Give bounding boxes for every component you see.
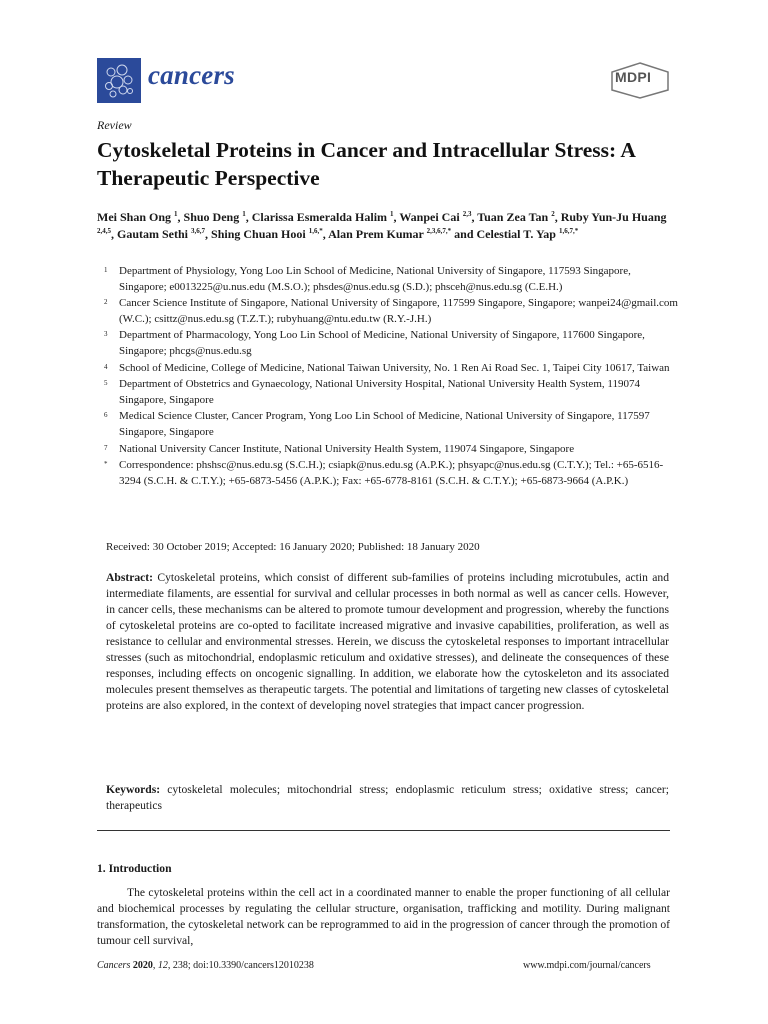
author-affiliation-marker: 1,6,7,*	[558, 227, 579, 235]
divider	[97, 830, 670, 831]
affiliation-number: 4	[104, 362, 108, 371]
affiliation-list	[104, 264, 679, 490]
footer-doi: , 238; doi:10.3390/cancers12010238	[167, 960, 314, 971]
affiliation-item	[104, 377, 679, 408]
affiliation-item	[104, 442, 679, 458]
author-affiliation-marker: 1	[390, 210, 394, 218]
author-name: Celestial T. Yap	[476, 227, 556, 241]
affiliation-text: National University Cancer Institute, National University Health System, 119074 Singapore, Singapore	[119, 442, 575, 455]
author-name: Tuan Zea Tan	[477, 210, 549, 224]
author-name: Clarissa Esmeralda Halim	[251, 210, 388, 224]
footer-journal: Cancers	[97, 960, 131, 971]
affiliation-text: School of Medicine, College of Medicine, National Taiwan University, No. 1 Ren Ai Road Sec. 1, Taipei City 10617, Taiwan	[119, 361, 670, 374]
author-name: Alan Prem Kumar	[328, 227, 424, 241]
article-title: Cytoskeletal Proteins in Cancer and Intracellular Stress: A Therapeutic Perspective	[97, 138, 635, 190]
affiliation-number: 3	[104, 330, 108, 339]
author-affiliation-marker: 1	[242, 210, 246, 218]
author-name: Ruby Yun-Ju Huang	[560, 210, 667, 224]
affiliation-item	[104, 264, 679, 295]
keywords-text: cytoskeletal molecules; mitochondrial stress; endoplasmic reticulum stress; oxidative stress; cancer; therapeutics	[106, 783, 669, 812]
author-list: Mei Shan Ong $^1$, Shuo Deng $^1$, Clarissa Esmeralda Halim $^1$, Wanpei Cai $^{2,3}$, Tuan Zea Tan $^2$, Ruby Yun-Ju Huang $^{2,4,5}$, Gautam Sethi $^{3,6,7}$, Shing Chuan Hooi $^{1,6,*}$, Alan Prem Kumar $^{2,3,6,7,*}$ and Celestial T. Yap $^{1,6,7,*}$	[97, 210, 667, 241]
author-affiliation-marker: 2,4,5	[97, 227, 111, 235]
affiliation-text: Department of Obstetrics and Gynaecology, National University Hospital, National University Health System, 119074 Singapore, Singapore	[119, 378, 640, 406]
author-affiliation-marker: 1,6,*	[308, 227, 323, 235]
keywords	[106, 782, 669, 814]
footer-year: 2020	[132, 960, 153, 971]
affiliation-item	[104, 409, 679, 440]
journal-name: cancers	[148, 60, 235, 90]
author-name: Shuo Deng	[183, 210, 240, 224]
affiliation-item	[104, 361, 679, 377]
publisher-logo	[608, 60, 672, 100]
affiliation-number: 5	[104, 379, 108, 388]
journal-url[interactable]: www.mdpi.com/journal/cancers	[523, 960, 651, 971]
affiliation-text: Department of Physiology, Yong Loo Lin School of Medicine, National University of Singapore, 117593 Singapore, Singapore; e0013225@u.nus.edu (M.S.O.); phsdes@nus.edu.sg (S.D.); phsceh@nus.edu.sg (C.E.H.)	[119, 265, 631, 293]
affiliation-number: 6	[104, 411, 108, 420]
abstract-text: Cytoskeletal proteins, which consist of different sub-families of proteins including microtubules, actin and intermediate filaments, are essential for survival and cellular processes in both normal as well as cancer cells. However, in cancer cells, these mechanisms can be altered to promote tumour development and progression, whereby the functions of cytoskeletal proteins are co-opted to facilitate increased migrative and invasive capabilities, proliferation, as well as resistance to cellular and environmental stresses. Herein, we discuss the cytoskeletal responses to important intracellular stresses (such as mitochondrial, endoplasmic reticulum and oxidative stresses), and delineate the consequences of these responses, including effects on oncogenic signalling. In addition, we elaborate how the cytoskeleton and its associated molecules present themselves as therapeutic targets. The potential and limitations of targeting new classes of cytoskeletal proteins are also explored, in the context of developing novel strategies that impact cancer progression.	[106, 571, 669, 712]
affiliation-number: 2	[104, 298, 108, 307]
affiliation-text: Correspondence: phshsc@nus.edu.sg (S.C.H.); csiapk@nus.edu.sg (A.P.K.); phsyapc@nus.edu.sg (C.T.Y.); Tel.: +65-6516-3294 (S.C.H. & C.T.Y.); +65-6873-5456 (A.P.K.); Fax: +65-6778-8161 (S.C.H. & C.T.Y.); +65-6873-9664 (A.P.K.)	[119, 459, 664, 487]
affiliation-item	[104, 458, 679, 489]
abstract	[106, 570, 669, 714]
author-affiliation-marker: 2,3	[462, 210, 472, 218]
author-affiliation-marker: 2	[551, 210, 555, 218]
affiliation-number: 1	[104, 266, 108, 274]
publication-dates: Received: 30 October 2019; Accepted: 16 January 2020; Published: 18 January 2020	[106, 541, 480, 553]
author-affiliation-marker: 2,3,6,7,*	[426, 227, 452, 235]
author-name: Shing Chuan Hooi	[211, 227, 306, 241]
author-affiliation-marker: 3,6,7	[191, 227, 206, 235]
publisher-name: MDPI	[615, 69, 652, 85]
affiliation-text: Cancer Science Institute of Singapore, National University of Singapore, 117599 Singapore, Singapore; wanpei24@gmail.com (W.C.); csittz@nus.edu.sg (T.Z.T.); rubyhuang@ntu.edu.tw (R.Y.-J.H.)	[119, 297, 678, 325]
affiliation-text: Department of Pharmacology, Yong Loo Lin School of Medicine, National University of Singapore, 117600 Singapore, Singapore; phcgs@nus.edu.sg	[119, 329, 645, 357]
section-text: The cytoskeletal proteins within the cell act in a coordinated manner to enable the proper functioning of all cellular and biochemical processes by regulating the cellular structure, organisation, trafficking and motility. During malignant transformation, the cytoskeletal network can be reprogrammed to aid in the progression of cancer through the promotion of tumour cell survival,	[97, 886, 670, 947]
citation-footer: Cancers 2020, 12, 238; doi:10.3390/cancers12010238	[97, 960, 314, 971]
affiliation-item	[104, 296, 679, 327]
affiliation-number: 7	[104, 443, 108, 452]
footer-volume: 12	[157, 960, 168, 971]
abstract-label: Abstract:	[106, 571, 154, 584]
section-heading: 1. Introduction	[97, 862, 172, 875]
author-affiliation-marker: 1	[174, 210, 178, 218]
author-name: Gautam Sethi	[117, 227, 189, 241]
affiliation-item	[104, 328, 679, 359]
article-type: Review	[97, 118, 132, 132]
journal-logo-icon	[97, 58, 141, 103]
affiliation-text: Medical Science Cluster, Cancer Program, Yong Loo Lin School of Medicine, National University of Singapore, 117597 Singapore, Singapore	[119, 410, 650, 438]
author-name: Mei Shan Ong	[97, 210, 172, 224]
author-name: Wanpei Cai	[399, 210, 460, 224]
affiliation-number: *	[104, 460, 108, 469]
keywords-label: Keywords:	[106, 783, 161, 796]
